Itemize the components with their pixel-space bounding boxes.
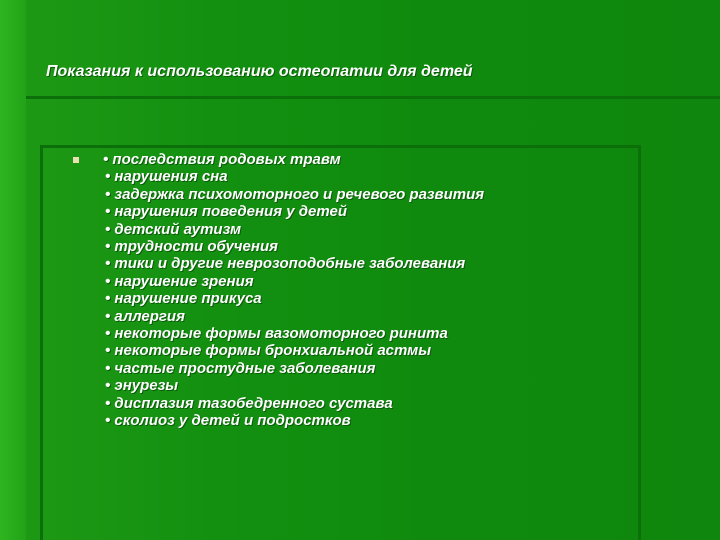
left-accent-band bbox=[0, 0, 26, 540]
slide-title: Показания к использованию остеопатии для детей bbox=[46, 63, 473, 80]
square-bullet-icon bbox=[73, 157, 79, 163]
list-item: • нарушения сна bbox=[105, 168, 228, 186]
list-item: • нарушение зрения bbox=[105, 272, 254, 290]
list-item: • некоторые формы бронхиальной астмы bbox=[105, 342, 432, 360]
list-item: • частые простудные заболевания bbox=[105, 359, 376, 377]
list-item: • трудности обучения bbox=[105, 238, 278, 256]
list-item: • нарушение прикуса bbox=[105, 290, 262, 308]
indications-list bbox=[103, 151, 484, 430]
list-item: • детский аутизм bbox=[105, 220, 242, 238]
content-frame-left bbox=[40, 145, 43, 540]
list-item: • дисплазия тазобедренного сустава bbox=[105, 394, 393, 412]
list-item: • некоторые формы вазомоторного ринита bbox=[105, 325, 448, 343]
title-divider bbox=[26, 96, 720, 99]
list-item: • нарушения поведения у детей bbox=[105, 203, 347, 221]
content-frame-right bbox=[638, 145, 641, 540]
list-item: • тики и другие неврозоподобные заболевания bbox=[105, 255, 466, 273]
list-item: • задержка психомоторного и речевого развития bbox=[105, 185, 485, 203]
list-item: • энурезы bbox=[105, 377, 179, 395]
content-frame-top bbox=[40, 145, 640, 148]
list-item: • аллергия bbox=[105, 307, 185, 325]
list-item: • сколиоз у детей и подростков bbox=[105, 412, 351, 430]
list-item: • последствия родовых травм bbox=[103, 151, 341, 168]
